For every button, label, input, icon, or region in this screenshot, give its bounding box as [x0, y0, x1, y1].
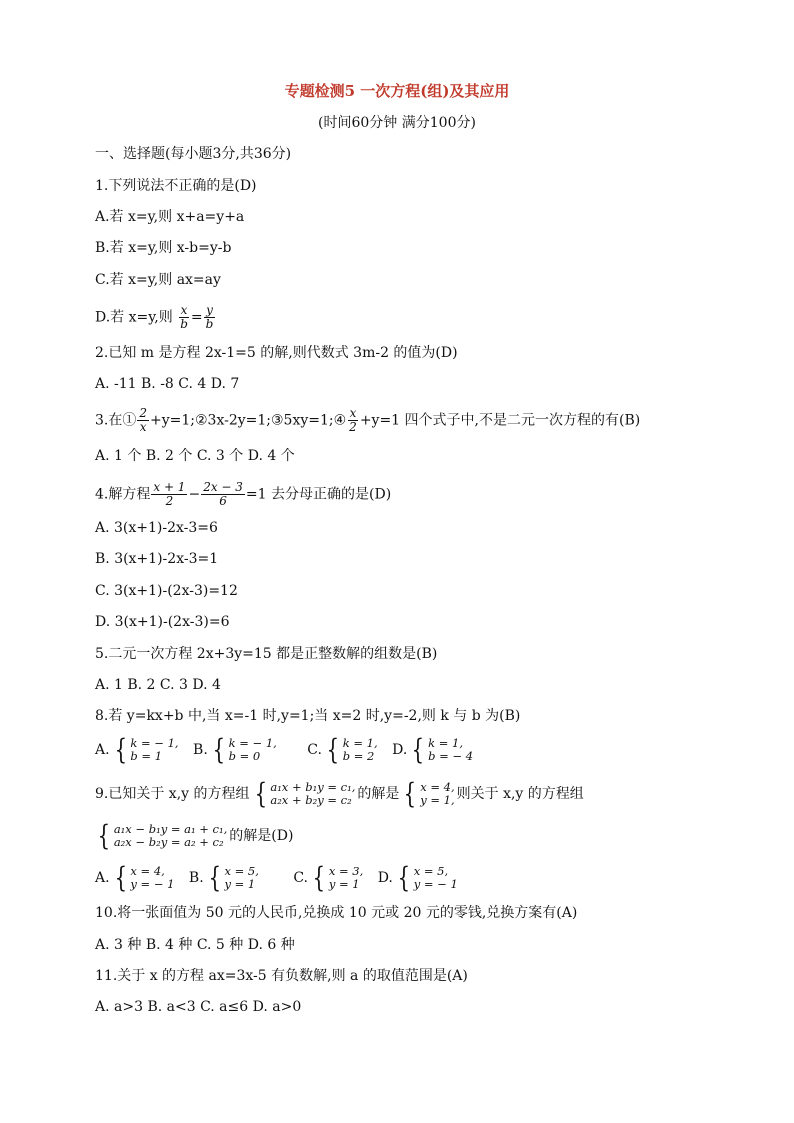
fraction-denominator: 2 — [349, 420, 357, 434]
question-4-option-a: A. 3(x+1)-2x-3=6 — [95, 520, 218, 536]
system-row: y = 1 — [328, 877, 360, 891]
system-row: x = 5, — [413, 864, 449, 878]
stem-text: 9.已知关于 x,y 的方程组 — [95, 786, 250, 802]
stem-text: 的解是 — [357, 786, 400, 802]
fraction — [204, 304, 216, 331]
system-row: x = 4, — [420, 780, 455, 794]
question-10-stem: 10.将一张面值为 50 元的人民币,兑换成 10 元或 20 元的零钱,兑换方案有(A) — [95, 905, 578, 921]
option-a — [95, 861, 176, 894]
option-label: C. — [307, 742, 322, 758]
question-4-option-c: C. 3(x+1)-(2x-3)=12 — [95, 583, 238, 599]
stem-text: 的解是(D) — [229, 828, 294, 844]
stem-text: =1 去分母正确的是(D) — [245, 486, 392, 503]
left-brace: { — [404, 777, 417, 810]
page-subtitle: (时间60分钟 满分100分) — [318, 115, 476, 131]
system-row: y = − 1 — [130, 877, 175, 891]
option-d — [392, 733, 475, 766]
equation-system — [252, 777, 356, 810]
page-title: 专题检测5 一次方程(组)及其应用 — [284, 82, 510, 100]
option-label: B. — [193, 742, 208, 758]
equation-system — [112, 861, 175, 894]
question-1-option-a: A.若 x=y,则 x+a=y+a — [95, 209, 245, 225]
question-2-options: A. -11 B. -8 C. 4 D. 7 — [95, 376, 240, 392]
system-row: x = 4, — [130, 864, 165, 878]
minus-sign: − — [188, 486, 201, 503]
option-label: A. — [95, 742, 110, 758]
fraction-denominator: x — [139, 420, 147, 434]
fraction — [347, 407, 359, 434]
option-c — [293, 861, 365, 894]
question-5-options: A. 1 B. 2 C. 3 D. 4 — [95, 677, 221, 693]
system-row: k = 1, — [428, 736, 463, 750]
left-brace: { — [97, 819, 111, 852]
equation-system — [112, 733, 179, 766]
stem-text: 4.解方程 — [95, 486, 151, 503]
system-row: b = − 4 — [428, 749, 474, 763]
option-c — [307, 733, 379, 766]
question-1-option-d — [95, 304, 216, 331]
fraction-denominator: b — [205, 317, 214, 331]
option-label: D. — [392, 742, 408, 758]
equation-system — [95, 819, 228, 852]
left-brace: { — [114, 733, 127, 766]
system-row: x = 5, — [224, 864, 259, 878]
system-row: k = 1, — [342, 736, 378, 750]
system-row: a₂x − b₂y = a₂ + c₂ — [113, 835, 224, 849]
option-label: C. — [293, 870, 309, 886]
system-row: b = 2 — [342, 749, 375, 763]
system-row: a₁x − b₁y = a₁ + c₁, — [113, 822, 228, 836]
question-1-stem: 1.下列说法不正确的是(D) — [95, 178, 257, 194]
system-row: k = − 1, — [228, 736, 277, 750]
fraction-denominator: 6 — [219, 494, 227, 508]
question-3-stem — [95, 407, 640, 434]
left-brace: { — [326, 733, 340, 766]
stem-text: 3.在① — [95, 412, 137, 429]
equation-system — [395, 861, 458, 894]
fraction — [137, 407, 149, 434]
equation-system — [210, 733, 277, 766]
left-brace: { — [212, 733, 225, 766]
stem-text: 则关于 x,y 的方程组 — [456, 786, 584, 802]
fraction-numerator: 2 — [139, 406, 147, 420]
system-row: y = − 1 — [413, 877, 458, 891]
question-9-stem-continued — [95, 819, 294, 852]
system-row: b = 0 — [228, 749, 261, 763]
option-b — [188, 861, 261, 894]
fraction — [151, 481, 187, 508]
option-a — [95, 733, 181, 766]
fraction-numerator: x + 1 — [153, 480, 186, 494]
question-9-options — [95, 861, 468, 894]
stem-text: +y=1 四个式子中,不是二元一次方程的有(B) — [359, 412, 641, 429]
section-heading: 一、选择题(每小题3分,共36分) — [95, 146, 292, 162]
question-11-options: A. a>3 B. a<3 C. a≤6 D. a>0 — [95, 999, 302, 1015]
question-1-option-c: C.若 x=y,则 ax=ay — [95, 272, 221, 288]
question-1-option-b: B.若 x=y,则 x-b=y-b — [95, 240, 232, 256]
equation-system — [310, 861, 364, 894]
question-8-options — [95, 733, 483, 766]
question-11-stem: 11.关于 x 的方程 ax=3x-5 有负数解,则 a 的取值范围是(A) — [95, 968, 468, 984]
system-row: a₂x + b₂y = c₂ — [270, 793, 352, 807]
fraction — [178, 304, 190, 331]
equation-system — [206, 861, 259, 894]
stem-text: +y=1;②3x-2y=1;③5xy=1;④ — [150, 412, 347, 429]
question-10-options: A. 3 种 B. 4 种 C. 5 种 D. 6 种 — [95, 937, 295, 953]
option-b — [193, 733, 279, 766]
question-4-stem — [95, 481, 391, 508]
left-brace: { — [312, 861, 326, 894]
question-4-option-b: B. 3(x+1)-2x-3=1 — [95, 551, 219, 567]
fraction-numerator: y — [206, 303, 213, 317]
fraction-denominator: b — [180, 317, 188, 331]
fraction-numerator: 2x − 3 — [203, 480, 243, 494]
left-brace: { — [114, 861, 127, 894]
system-row: y = 1 — [224, 877, 256, 891]
system-row: x = 3, — [328, 864, 364, 878]
question-2-stem: 2.已知 m 是方程 2x-1=5 的解,则代数式 3m-2 的值为(D) — [95, 345, 458, 361]
system-row: b = 1 — [130, 749, 163, 763]
equals-sign: = — [190, 309, 203, 326]
equation-system — [401, 777, 455, 810]
option-label: A. — [95, 870, 110, 886]
question-9-stem — [95, 777, 584, 810]
question-4-option-d: D. 3(x+1)-(2x-3)=6 — [95, 614, 230, 630]
fraction-denominator: 2 — [165, 494, 174, 508]
left-brace: { — [411, 733, 425, 766]
option-d-prefix: D.若 x=y,则 — [95, 309, 173, 326]
question-3-options: A. 1 个 B. 2 个 C. 3 个 D. 4 个 — [95, 448, 295, 464]
question-8-stem: 8.若 y=kx+b 中,当 x=-1 时,y=1;当 x=2 时,y=-2,则 k 与 b 为(B) — [95, 708, 521, 724]
option-d — [377, 861, 460, 894]
left-brace: { — [397, 861, 411, 894]
system-row: k = − 1, — [130, 736, 179, 750]
left-brace: { — [254, 777, 267, 810]
fraction-numerator: x — [349, 406, 357, 420]
equation-system — [409, 733, 474, 766]
question-5-stem: 5.二元一次方程 2x+3y=15 都是正整数解的组数是(B) — [95, 646, 438, 662]
equation-system — [324, 733, 378, 766]
fraction-numerator: x — [180, 303, 188, 317]
option-label: B. — [188, 870, 204, 886]
fraction — [201, 481, 245, 508]
system-row: y = 1, — [420, 793, 455, 807]
system-row: a₁x + b₁y = c₁, — [270, 780, 356, 794]
left-brace: { — [208, 861, 221, 894]
option-label: D. — [377, 870, 393, 886]
